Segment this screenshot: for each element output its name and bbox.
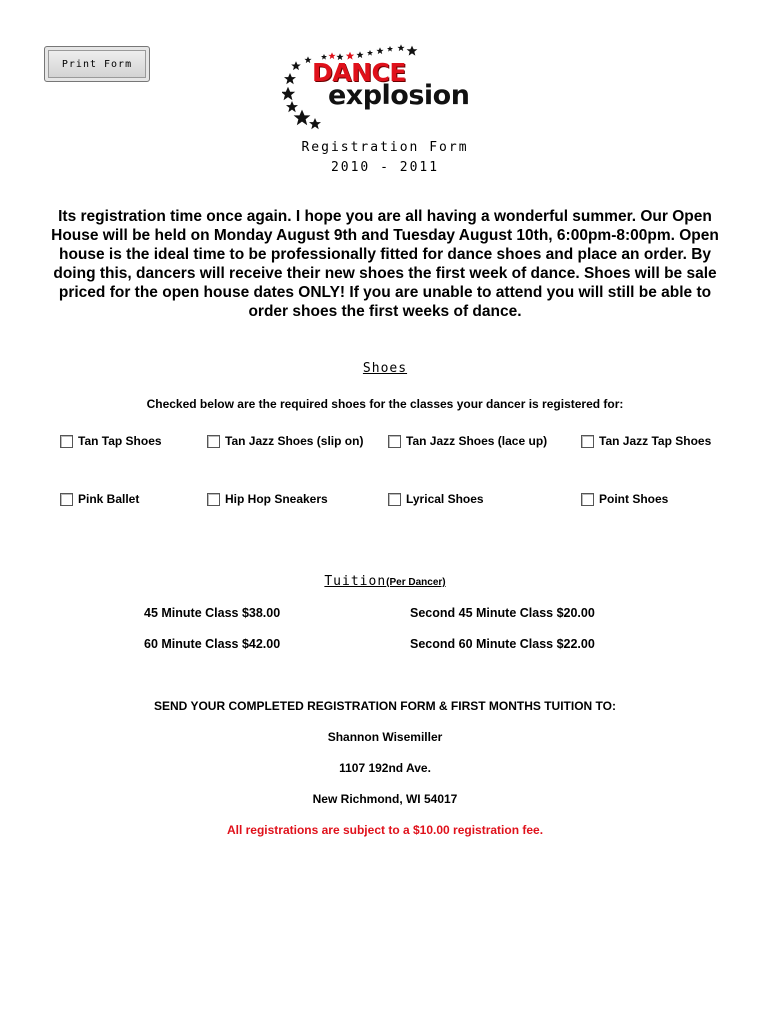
price-45-minute: 45 Minute Class $38.00 bbox=[144, 606, 281, 620]
shoe-option-lyrical-shoes[interactable] bbox=[388, 492, 484, 506]
shoe-option-point-shoes[interactable] bbox=[581, 492, 668, 506]
shoe-option-label: Tan Jazz Shoes (lace up) bbox=[406, 434, 548, 448]
shoe-option-label: Hip Hop Sneakers bbox=[225, 492, 328, 506]
form-years: 2010 - 2011 bbox=[330, 160, 440, 175]
shoe-option-tan-jazz-slip-on[interactable] bbox=[207, 434, 363, 448]
shoe-option-pink-ballet[interactable] bbox=[60, 492, 139, 506]
shoe-option-label: Tan Jazz Shoes (slip on) bbox=[225, 434, 364, 448]
logo-dance-text: DANCE bbox=[312, 58, 406, 87]
shoe-option-label: Lyrical Shoes bbox=[406, 492, 484, 506]
shoe-option-tan-tap[interactable] bbox=[60, 434, 162, 448]
checkbox[interactable] bbox=[581, 435, 594, 448]
price-60-minute: 60 Minute Class $42.00 bbox=[144, 637, 281, 651]
shoe-option-hip-hop-sneakers[interactable] bbox=[207, 492, 328, 506]
price-second-60-minute: Second 60 Minute Class $22.00 bbox=[410, 637, 595, 651]
tuition-heading bbox=[0, 572, 770, 590]
logo-explosion-text: explosion bbox=[328, 80, 470, 111]
shoe-option-tan-jazz-lace-up[interactable] bbox=[388, 434, 547, 448]
dance-explosion-logo bbox=[282, 44, 487, 134]
recipient-name: Shannon Wisemiller bbox=[327, 730, 443, 744]
form-title: Registration Form bbox=[301, 140, 469, 155]
price-second-45-minute: Second 45 Minute Class $20.00 bbox=[410, 606, 595, 620]
checkbox[interactable] bbox=[388, 435, 401, 448]
checkbox[interactable] bbox=[207, 493, 220, 506]
shoes-subheading: Checked below are the required shoes for the classes your dancer is registered for: bbox=[146, 397, 624, 411]
checkbox[interactable] bbox=[60, 435, 73, 448]
checkbox[interactable] bbox=[388, 493, 401, 506]
shoe-option-label: Point Shoes bbox=[599, 492, 669, 506]
shoe-option-label: Pink Ballet bbox=[78, 492, 140, 506]
send-instruction: SEND YOUR COMPLETED REGISTRATION FORM & FIRST MONTHS TUITION TO: bbox=[154, 699, 616, 713]
checkbox[interactable] bbox=[60, 493, 73, 506]
tuition-heading-text: Tuition bbox=[324, 574, 387, 589]
recipient-city: New Richmond, WI 54017 bbox=[312, 792, 458, 806]
shoes-heading: Shoes bbox=[362, 361, 408, 376]
shoe-option-label: Tan Jazz Tap Shoes bbox=[599, 434, 712, 448]
checkbox[interactable] bbox=[581, 493, 594, 506]
intro-paragraph: Its registration time once again. I hope you are all having a wonderful summer. Our Open House will be held on Monday August 9th and Tuesday August 10th, 6:00pm-8:00pm. Open house is the ideal time to be professionally fitted for dance shoes and place an order. By doing this, dancers will receive their new shoes the first week of dance. Shoes will be sale priced for the open house dates ONLY! If you are unable to attend you will still be able to order shoes the first weeks of dance. bbox=[51, 208, 719, 320]
checkbox[interactable] bbox=[207, 435, 220, 448]
shoe-option-label: Tan Tap Shoes bbox=[78, 434, 162, 448]
shoe-option-tan-jazz-tap[interactable] bbox=[581, 434, 711, 448]
registration-fee-note: All registrations are subject to a $10.00 registration fee. bbox=[226, 823, 544, 837]
print-form-button[interactable]: Print Form bbox=[44, 46, 150, 82]
per-dancer-note: (Per Dancer) bbox=[386, 577, 446, 588]
recipient-street: 1107 192nd Ave. bbox=[339, 761, 431, 775]
